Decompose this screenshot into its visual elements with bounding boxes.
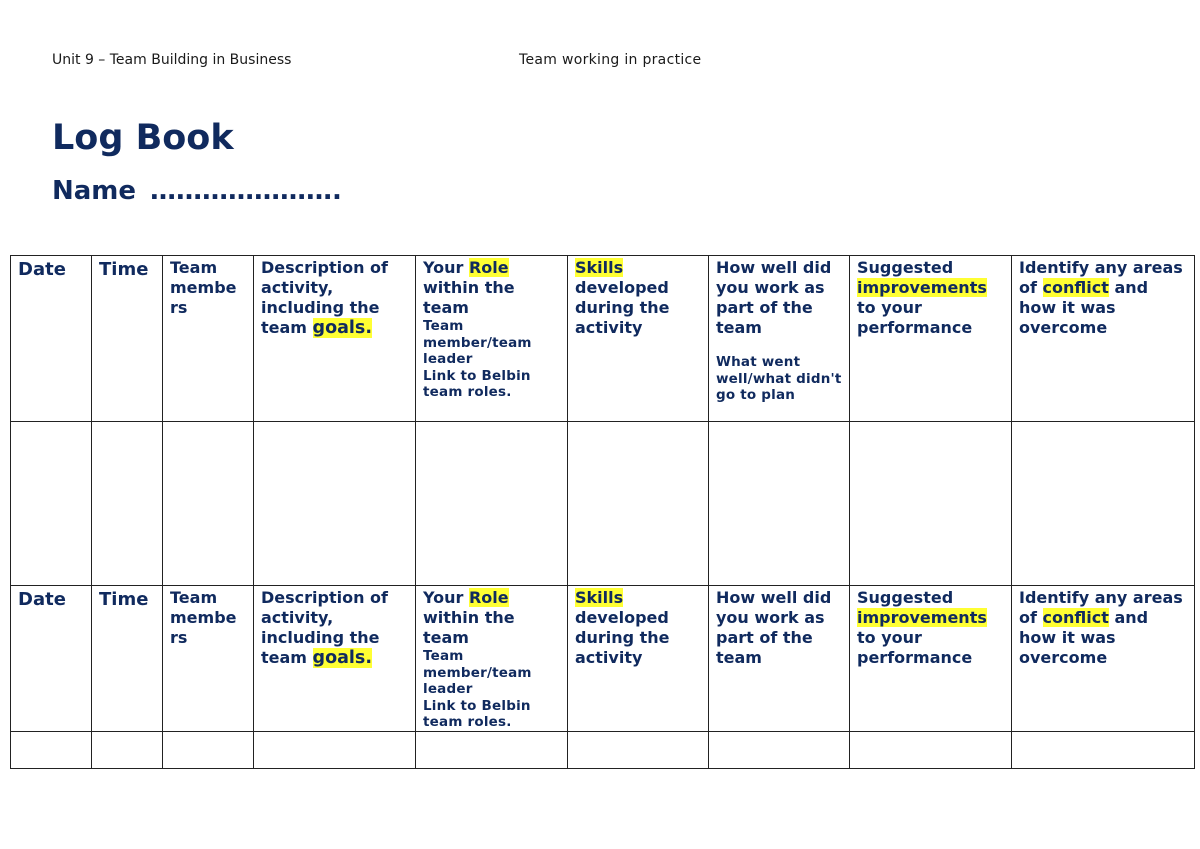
page-title: Log Book [52,118,234,158]
entry-cell[interactable] [568,731,709,768]
how-well-note: What went well/what didn't go to plan [716,354,842,403]
entry-cell[interactable] [1012,422,1195,586]
col-date: Date [11,256,92,422]
entry-cell[interactable] [163,422,254,586]
name-label: Name [52,176,137,206]
name-blank: …………………. [150,176,342,206]
conflict-highlight: conflict [1042,278,1109,297]
col-suggested: Suggested improvements to your performance [850,586,1012,732]
entry-cell[interactable] [850,731,1012,768]
col-team-members: Team membe rs [163,586,254,732]
col-role: Your Role within the team Team member/team leader Link to Belbin team roles. [416,256,568,422]
entry-cell[interactable] [11,731,92,768]
skills-highlight: Skills [575,588,624,607]
header-row [11,256,1195,422]
col-how-well: How well did you work as part of the team What went well/what didn't go to plan [709,256,850,422]
col-description: Description of activity, including the team goals. [254,586,416,732]
col-skills: Skills developed during the activity [568,256,709,422]
conflict-highlight: conflict [1042,608,1109,627]
entry-cell[interactable] [11,422,92,586]
entry-row [11,422,1195,586]
role-note-2: Link to Belbin team roles. [423,697,531,730]
col-how-well: How well did you work as part of the team [709,586,850,732]
skills-highlight: Skills [575,258,624,277]
header-section-title: Team working in practice [519,52,702,68]
name-line [52,176,342,206]
col-team-members: Team membe rs [163,256,254,422]
entry-row [11,731,1195,768]
entry-cell[interactable] [416,731,568,768]
role-note-1: Team member/team leader [423,648,532,697]
col-time: Time [92,586,163,732]
role-note-1: Team member/team leader [423,318,532,367]
role-note-2: Link to Belbin team roles. [423,367,531,400]
entry-cell[interactable] [416,422,568,586]
entry-cell[interactable] [254,731,416,768]
entry-cell[interactable] [1012,731,1195,768]
col-skills: Skills developed during the activity [568,586,709,732]
goals-highlight: goals. [312,648,372,668]
entry-cell[interactable] [709,731,850,768]
entry-cell[interactable] [163,731,254,768]
col-description: Description of activity, including the team goals. [254,256,416,422]
entry-cell[interactable] [850,422,1012,586]
col-conflict: Identify any areas of conflict and how it was overcome [1012,256,1195,422]
improvements-highlight: improvements [857,278,987,297]
col-role: Your Role within the team Team member/team leader Link to Belbin team roles. [416,586,568,732]
header-row [11,586,1195,732]
entry-cell[interactable] [568,422,709,586]
role-highlight: Role [468,258,509,277]
goals-highlight: goals. [312,318,372,338]
header-unit-title: Unit 9 – Team Building in Business [52,52,292,68]
col-date: Date [11,586,92,732]
entry-cell[interactable] [92,731,163,768]
col-suggested: Suggested improvements to your performance [850,256,1012,422]
role-highlight: Role [468,588,509,607]
log-table [10,255,1195,769]
entry-cell[interactable] [709,422,850,586]
col-conflict: Identify any areas of conflict and how it was overcome [1012,586,1195,732]
improvements-highlight: improvements [857,608,987,627]
entry-cell[interactable] [254,422,416,586]
entry-cell[interactable] [92,422,163,586]
col-time: Time [92,256,163,422]
